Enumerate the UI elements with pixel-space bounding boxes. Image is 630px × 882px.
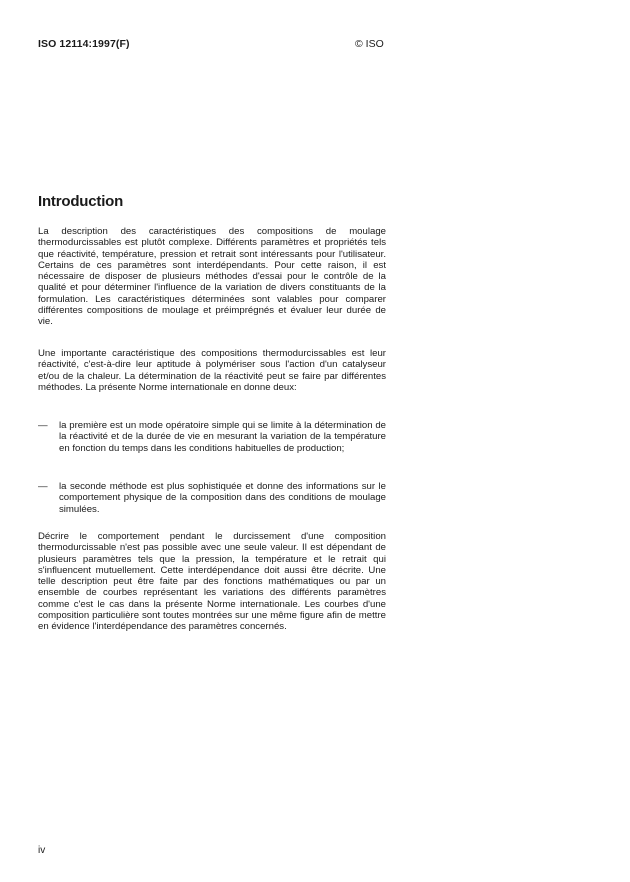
- copyright-notice: © ISO: [355, 38, 384, 50]
- list-item: [38, 481, 386, 515]
- intro-paragraph-1: La description des caractéristiques des compositions de moulage thermodurcissables est plutôt complexe. Différents paramètres et propriétés tels que réactivité, température, pression et retrait sont intéressants pour l'utilisateur. Certains de ces paramètres sont interdépendants. Pour cette raison, il est nécessaire de disposer de plusieurs méthodes d'essai pour le contrôle de la qualité et pour déterminer l'influence de la variation de divers constituants de la formulation. Les caractéristiques déterminées sont valables pour comparer différentes compositions de moulage et préimprégnés et évaluer leur durée de vie.: [38, 226, 386, 328]
- list-item-text: la seconde méthode est plus sophistiquée et donne des informations sur le comportement physique de la composition dans des conditions de moulage simulées.: [59, 481, 386, 515]
- list-dash-marker: —: [38, 481, 48, 492]
- standard-reference: ISO 12114:1997(F): [38, 38, 130, 50]
- list-dash-marker: —: [38, 420, 48, 431]
- section-title: Introduction: [38, 193, 124, 210]
- page-number: iv: [38, 845, 46, 856]
- list-item: [38, 420, 386, 454]
- intro-paragraph-3: Décrire le comportement pendant le durcissement d'une composition thermodurcissable n'est pas possible avec une seule valeur. Il est dépendant de plusieurs paramètres tels que la pression, la température et le retrait qui s'influencent mutuellement. Cette interdépendance doit aussi être décrite. Une telle description peut être faite par des fonctions mathématiques ou par un ensemble de courbes représentant les variations des différents paramètres comme c'est le cas dans la présente Norme internationale. Les courbes d'une composition particulière sont toutes montrées sur une même figure afin de mettre en évidence l'interdépendance des paramètres concernés.: [38, 531, 386, 633]
- intro-paragraph-2: Une importante caractéristique des compositions thermodurcissables est leur réactivité, c'est-à-dire leur aptitude à polymériser sous l'action d'un catalyseur et/ou de la chaleur. La détermination de la réactivité peut se faire par différentes méthodes. La présente Norme internationale en donne deux:: [38, 348, 386, 393]
- list-item-text: la première est un mode opératoire simple qui se limite à la détermination de la réactivité et de la durée de vie en mesurant la variation de la température en fonction du temps dans les conditions habituelles de production;: [59, 420, 386, 454]
